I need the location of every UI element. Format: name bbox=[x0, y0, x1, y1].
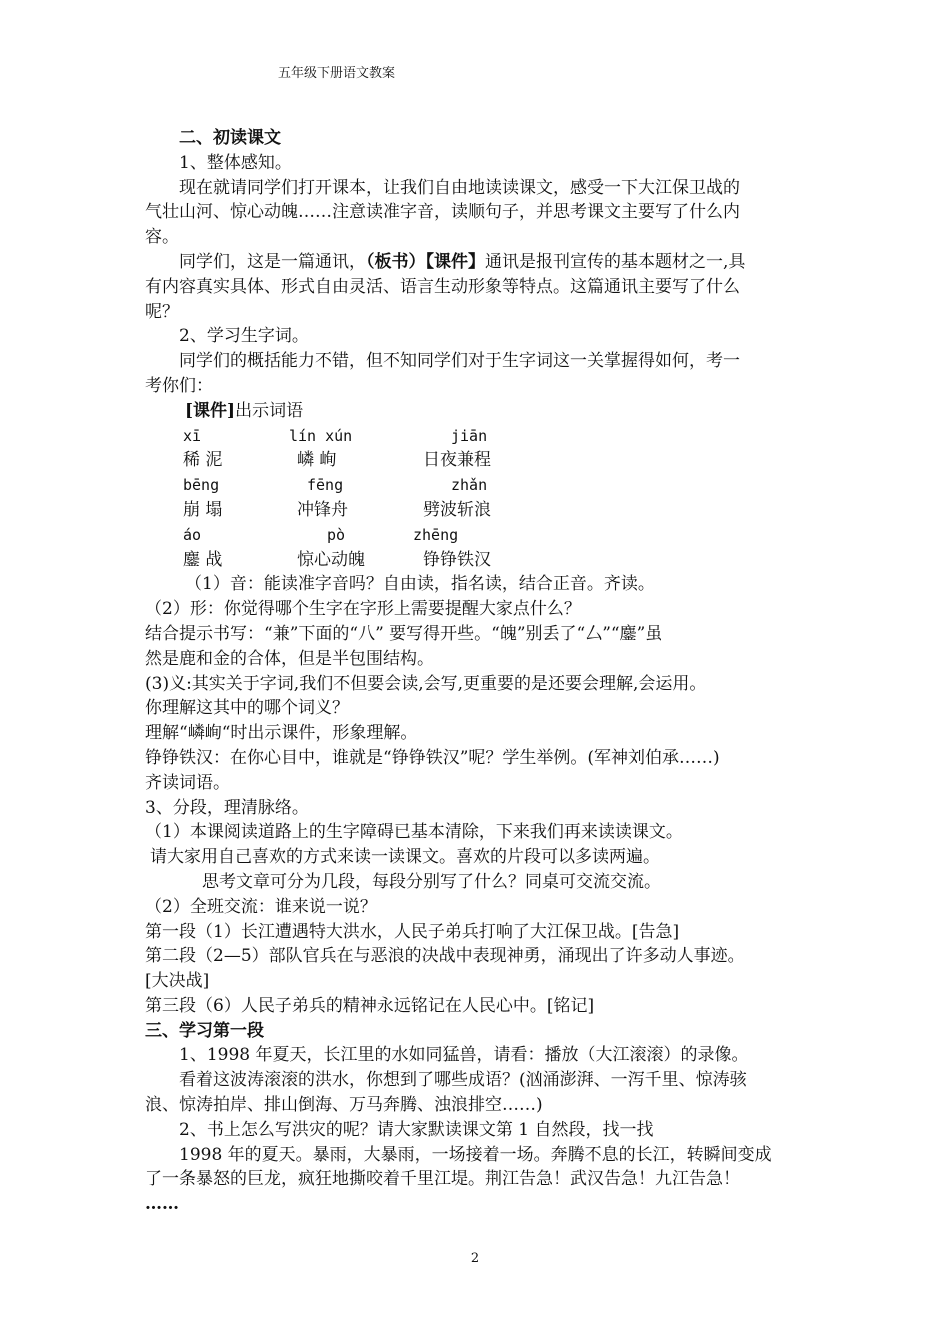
section-heading: 二、初读课文 bbox=[179, 128, 281, 148]
item-heading: 1、整体感知。 bbox=[179, 152, 292, 173]
paragraph-line: [大决战] bbox=[145, 971, 210, 992]
text-span: 出示词语 bbox=[235, 400, 304, 421]
vocab-word-row bbox=[145, 448, 810, 473]
paragraph-line: 2、书上怎么写洪灾的呢？请大家默读课文第 1 自然段，找一找 bbox=[179, 1119, 654, 1140]
paragraph-line: (3)义:其实关于字词,我们不但要会读,会写,更重要的是还要会理解,会运用。 bbox=[145, 673, 707, 694]
vocab-word-row bbox=[145, 548, 810, 573]
paragraph-line: …… bbox=[145, 1194, 179, 1215]
vocab-word: 冲锋舟 bbox=[297, 499, 348, 520]
bold-span: （板书） bbox=[366, 251, 426, 272]
paragraph-line: （1）音：能读准字音吗？自由读，指名读，结合正音。齐读。 bbox=[185, 574, 655, 595]
paragraph-line: 然是鹿和金的合体，但是半包围结构。 bbox=[145, 648, 434, 669]
paragraph-line: 请大家用自己喜欢的方式来读一读课文。喜欢的片段可以多读两遍。 bbox=[150, 847, 660, 868]
page-header: 五年级下册语文教案 bbox=[278, 66, 396, 81]
vocab-word: 稀 泥 bbox=[183, 450, 223, 471]
pinyin: xī bbox=[183, 426, 202, 445]
paragraph-line: 你理解这其中的哪个词义？ bbox=[145, 698, 349, 719]
text-span: 通讯是报刊宣传的基本题材之一,具 bbox=[485, 251, 746, 272]
vocab-word-row bbox=[145, 498, 810, 523]
paragraph-line: 气壮山河、惊心动魄……注意读准字音，读顺句子，并思考课文主要写了什么内 bbox=[145, 202, 740, 223]
paragraph-line bbox=[145, 399, 810, 424]
paragraph-line: 结合提示书写：“兼”下面的“八” 要写得开些。“魄”别丢了“厶”“鏖”虽 bbox=[145, 623, 663, 644]
paragraph-line: 同学们的概括能力不错，但不知同学们对于生字词这一关掌握得如何，考一 bbox=[179, 351, 740, 372]
paragraph-line: 容。 bbox=[145, 227, 179, 248]
paragraph-line: 1、1998 年夏天，长江里的水如同猛兽，请看：播放（大江滚滚）的录像。 bbox=[179, 1045, 749, 1066]
paragraph-line: 思考文章可分为几段，每段分别写了什么？同桌可交流交流。 bbox=[202, 871, 661, 892]
vocab-word: 日夜兼程 bbox=[423, 450, 491, 471]
vocab-pinyin-row bbox=[145, 424, 810, 449]
pinyin: bēng bbox=[183, 476, 220, 495]
paragraph-line: 考你们： bbox=[145, 375, 213, 396]
paragraph-line: 1998 年的夏天。暴雨，大暴雨，一场接着一场。奔腾不息的长江，转瞬间变成 bbox=[179, 1144, 772, 1165]
paragraph-line: 呢？ bbox=[145, 301, 179, 322]
paragraph-line: 第二段（2—5）部队官兵在与恶浪的决战中表现神勇，涌现出了许多动人事迹。 bbox=[145, 946, 745, 967]
vocab-pinyin-row bbox=[145, 523, 810, 548]
paragraph-line: 理解“嶙峋“时出示课件，形象理解。 bbox=[145, 723, 418, 744]
pinyin: zhēng bbox=[413, 525, 459, 544]
vocab-word: 鏖 战 bbox=[183, 549, 223, 570]
paragraph-line: （1）本课阅读道路上的生字障碍已基本清除，下来我们再来读读课文。 bbox=[145, 822, 683, 843]
vocab-word: 劈波斩浪 bbox=[423, 499, 491, 520]
vocab-word: 惊心动魄 bbox=[297, 549, 365, 570]
pinyin: lín xún bbox=[289, 426, 353, 445]
pinyin: áo bbox=[183, 525, 202, 544]
paragraph-line: 齐读词语。 bbox=[145, 772, 230, 793]
pinyin: fēng bbox=[307, 476, 344, 495]
item-heading: 3、分段，理清脉络。 bbox=[145, 797, 309, 818]
document-body bbox=[145, 126, 810, 1217]
paragraph-line: 了一条暴怒的巨龙，疯狂地撕咬着千里江堤。荆江告急！武汉告急！九江告急！ bbox=[145, 1169, 740, 1190]
bold-span: [课件] bbox=[185, 400, 236, 421]
paragraph-line: 第三段（6）人民子弟兵的精神永远铭记在人民心中。[铭记] bbox=[145, 995, 595, 1016]
vocab-pinyin-row bbox=[145, 473, 810, 498]
vocab-word: 嶙 峋 bbox=[297, 450, 337, 471]
paragraph-line: 第一段（1）长江遭遇特大洪水，人民子弟兵打响了大江保卫战。[告急] bbox=[145, 921, 680, 942]
pinyin: pò bbox=[327, 525, 346, 544]
pinyin: jiān bbox=[451, 426, 488, 445]
paragraph-line: 铮铮铁汉：在你心目中，谁就是“铮铮铁汉”呢？学生举例。(军神刘伯承……) bbox=[145, 747, 720, 768]
pinyin: zhǎn bbox=[451, 476, 488, 495]
paragraph-line: （2）形：你觉得哪个生字在字形上需要提醒大家点什么？ bbox=[145, 599, 581, 620]
vocab-word: 铮铮铁汉 bbox=[423, 549, 491, 570]
paragraph-line: 有内容真实具体、形式自由灵活、语言生动形象等特点。这篇通讯主要写了什么 bbox=[145, 276, 740, 297]
page-number: 2 bbox=[470, 1251, 480, 1266]
paragraph-line: 现在就请同学们打开课本，让我们自由地读读课文，感受一下大江保卫战的 bbox=[179, 177, 740, 198]
text-span: 同学们，这是一篇通讯， bbox=[179, 251, 366, 272]
paragraph-line bbox=[145, 250, 810, 275]
bold-span: 【课件】 bbox=[425, 251, 485, 272]
vocab-word: 崩 塌 bbox=[183, 499, 223, 520]
paragraph-line: （2）全班交流：谁来说一说？ bbox=[145, 896, 377, 917]
section-heading: 三、学习第一段 bbox=[145, 1020, 264, 1041]
paragraph-line: 浪、惊涛拍岸、排山倒海、万马奔腾、浊浪排空……) bbox=[145, 1095, 543, 1116]
paragraph-line: 看着这波涛滚滚的洪水，你想到了哪些成语？(汹涌澎湃、一泻千里、惊涛骇 bbox=[179, 1070, 747, 1091]
item-heading: 2、学习生字词。 bbox=[179, 326, 309, 347]
